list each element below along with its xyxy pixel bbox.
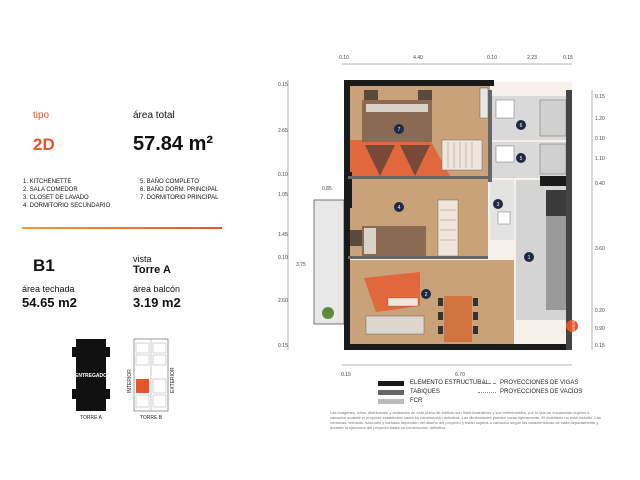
area-balcon-value: 3.19 m2 [133, 295, 181, 310]
svg-text:0.15: 0.15 [278, 343, 288, 349]
svg-text:0.85: 0.85 [322, 186, 332, 192]
legend-swatch-tabiques [378, 390, 404, 395]
key-plan [70, 335, 190, 425]
room-list-left [23, 178, 110, 210]
area-total-label: área total [133, 110, 175, 121]
room-bano-completo [492, 142, 570, 178]
svg-text:0.10: 0.10 [278, 172, 288, 178]
svg-text:3.60: 3.60 [595, 246, 605, 252]
legend-swatch-vigas [478, 383, 496, 384]
svg-text:0.15: 0.15 [341, 372, 351, 378]
svg-text:1.45: 1.45 [278, 232, 288, 238]
svg-text:1.20: 1.20 [595, 116, 605, 122]
tipo-label: tipo [33, 110, 50, 121]
room-item: 2. SALA COMEDOR [23, 187, 78, 193]
svg-text:1.05: 1.05 [278, 192, 288, 198]
room-item: 6. BAÑO DORM. PRINCIPAL [140, 187, 219, 193]
room-item: 4. DORMITORIO SECUNDARIO [23, 203, 111, 209]
svg-text:0.15: 0.15 [278, 82, 288, 88]
room-marker [516, 120, 526, 130]
legend-fcr: FCR [410, 398, 423, 404]
tipo-value: 2D [33, 135, 55, 154]
area-techada-value: 54.65 m2 [22, 295, 77, 310]
svg-text:7: 7 [397, 127, 401, 133]
balcony [314, 200, 344, 324]
room-bano-principal [492, 96, 570, 140]
accent-divider [22, 227, 222, 229]
torre-b-label: TORRE B [139, 415, 163, 421]
area-techada-label: área techada [22, 284, 75, 294]
legend-swatch-estructural [378, 381, 404, 386]
svg-text:2.23: 2.23 [527, 55, 537, 61]
room-marker [524, 252, 534, 262]
plant-icon [322, 307, 334, 319]
room-item: 5. BAÑO COMPLETO [140, 179, 199, 185]
svg-text:2.65: 2.65 [278, 128, 288, 134]
svg-text:2.60: 2.60 [278, 298, 288, 304]
legend-vigas: PROYECCIONES DE VIGAS [500, 380, 579, 386]
svg-text:0.10: 0.10 [278, 255, 288, 261]
room-marker [516, 153, 526, 163]
legend-estructural: ELEMENTO ESTRUCTURAL [410, 380, 489, 386]
torre-a-block [72, 339, 110, 411]
svg-text:1: 1 [527, 255, 531, 261]
entregado-label: ENTREGADO [75, 373, 107, 379]
svg-text:6: 6 [519, 123, 523, 129]
room-item: 7. DORMITORIO PRINCIPAL [140, 195, 219, 201]
unit-highlight [136, 379, 149, 393]
svg-text:0.15: 0.15 [595, 94, 605, 100]
svg-text:0.10: 0.10 [595, 136, 605, 142]
legend-vacios: PROYECCIONES DE VACÍOS [500, 389, 583, 395]
svg-text:0.40: 0.40 [595, 181, 605, 187]
floor-plan [270, 50, 610, 380]
legend-tabiques: TABIQUES [410, 389, 440, 395]
unit-code: B1 [33, 256, 55, 275]
right-dimensions [592, 90, 605, 350]
legend-swatch-fcr [378, 399, 404, 404]
bottom-dimensions [341, 365, 572, 378]
svg-text:0.10: 0.10 [339, 55, 349, 61]
svg-text:6.70: 6.70 [455, 372, 465, 378]
interior-label: INTERIOR [127, 369, 133, 393]
washer-icon [498, 212, 510, 224]
svg-text:0.20: 0.20 [595, 308, 605, 314]
room-sala-comedor [348, 260, 514, 346]
room-marker [493, 199, 503, 209]
svg-text:0.90: 0.90 [595, 326, 605, 332]
room-closet-lavado [490, 180, 514, 240]
legend-swatch-vacios [478, 392, 496, 393]
svg-text:0.15: 0.15 [563, 55, 573, 61]
room-marker [421, 289, 431, 299]
svg-text:0.15: 0.15 [595, 343, 605, 349]
svg-text:0.10: 0.10 [487, 55, 497, 61]
svg-text:3.75: 3.75 [296, 262, 306, 268]
top-dimensions [339, 55, 573, 64]
vista-value: Torre A [133, 264, 171, 276]
area-balcon-label: área balcón [133, 284, 181, 294]
svg-text:3: 3 [496, 202, 500, 208]
exterior-label: EXTERIOR [170, 367, 176, 393]
svg-text:4: 4 [397, 205, 401, 211]
vista-label: vista [133, 254, 152, 264]
svg-text:5: 5 [519, 156, 523, 162]
svg-text:INGRESO: INGRESO [571, 317, 576, 336]
disclaimer-text: Las imágenes, fotos, distribución y acabados en este plano de edificio son fines ilustrativos y son referenciales, por lo que se encuentran sujetos a variación durante el proyecto establecido hasta su construcción definitiva. Las dimensiones pueden variar ligeramente. El mobiliario no está incluido. Las ventanas, terrazas, balcones y fachada dependen del diseño del proyecto y están sujetos a variación según las características de cada departamento y durante la ejecución del proyecto hasta su construcción definitiva. [330, 410, 601, 430]
room-item: 1. KITCHENETTE [23, 179, 72, 185]
area-total-value: 57.84 m² [133, 133, 214, 155]
torre-b-block [127, 339, 176, 411]
room-marker [394, 124, 404, 134]
torre-a-label: TORRE A [80, 415, 102, 421]
svg-text:2: 2 [424, 292, 428, 298]
room-dormitorio-secundario [348, 178, 488, 258]
room-marker [394, 202, 404, 212]
room-kitchenette [516, 180, 570, 320]
room-list-right [140, 178, 218, 202]
room-dormitorio-principal [348, 86, 490, 176]
svg-text:1.10: 1.10 [595, 156, 605, 162]
room-item: 3. CLOSET DE LAVADO [23, 195, 89, 201]
svg-text:4.40: 4.40 [413, 55, 423, 61]
